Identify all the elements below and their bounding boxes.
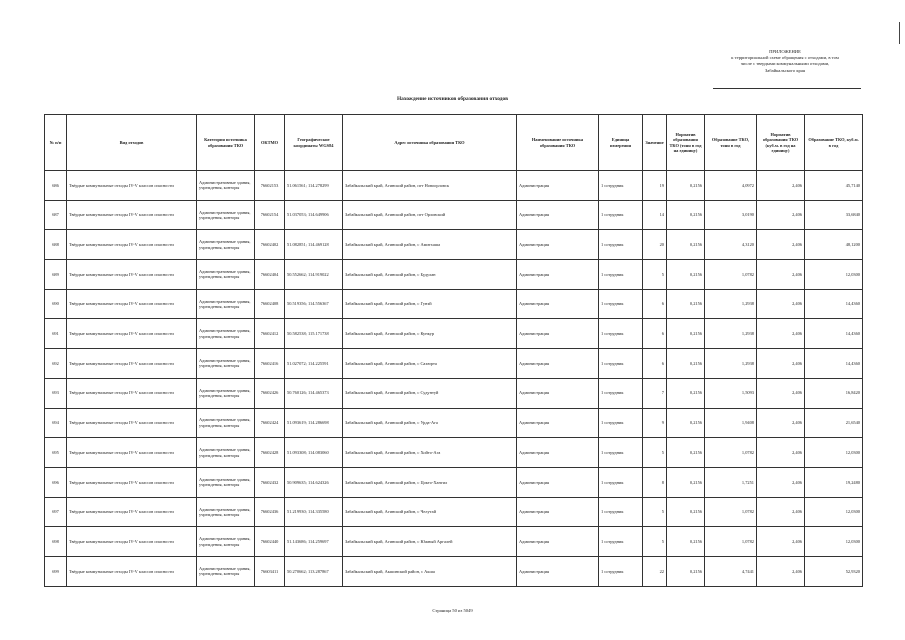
norm-cubic-cell: 2,406 <box>757 289 805 319</box>
coordinates-cell: 51.219930; 114.335580 <box>285 497 343 527</box>
norm-cubic-cell: 2,406 <box>757 467 805 497</box>
coordinates-cell: 51.093308; 114.083060 <box>285 438 343 468</box>
norm-tonnes-cell: 0,2156 <box>667 378 705 408</box>
category-cell: Административные здания, учреждения, конторы <box>197 497 255 527</box>
table-row <box>45 408 863 438</box>
appendix-block <box>690 49 880 74</box>
generation-tonnes-cell: 1,2938 <box>705 319 757 349</box>
norm-cubic-cell: 2,406 <box>757 319 805 349</box>
address-cell: Забайкальский край, Агинский район, с Кункур <box>343 319 517 349</box>
norm-cubic-cell: 2,406 <box>757 378 805 408</box>
category-cell: Административные здания, учреждения, конторы <box>197 408 255 438</box>
source-name-cell: Администрация <box>517 349 599 379</box>
coordinates-cell: 50.552662; 114.919022 <box>285 260 343 290</box>
category-cell: Административные здания, учреждения, конторы <box>197 467 255 497</box>
unit-cell: 1 сотрудник <box>599 556 643 586</box>
oktmo-cell: 76602424 <box>255 408 285 438</box>
value-cell: 7 <box>643 378 667 408</box>
table-row <box>45 556 863 586</box>
norm-cubic-cell: 2,406 <box>757 230 805 260</box>
norm-cubic-cell: 2,406 <box>757 527 805 557</box>
unit-cell: 1 сотрудник <box>599 378 643 408</box>
value-cell: 8 <box>643 467 667 497</box>
category-cell: Административные здания, учреждения, конторы <box>197 378 255 408</box>
waste-type-cell: Твёрдые коммунальные отходы IV-V классов опасности <box>67 438 197 468</box>
generation-cubic-cell: 14,4360 <box>805 289 863 319</box>
row-number: 695 <box>45 438 67 468</box>
col-header-value: Значение <box>643 115 667 171</box>
value-cell: 5 <box>643 260 667 290</box>
category-cell: Административные здания, учреждения, конторы <box>197 556 255 586</box>
source-name-cell: Администрация <box>517 200 599 230</box>
table-row <box>45 319 863 349</box>
row-number: 698 <box>45 527 67 557</box>
generation-tonnes-cell: 1,0782 <box>705 497 757 527</box>
row-number: 690 <box>45 289 67 319</box>
oktmo-cell: 76602428 <box>255 438 285 468</box>
row-number: 686 <box>45 171 67 201</box>
generation-tonnes-cell: 1,0782 <box>705 527 757 557</box>
category-cell: Административные здания, учреждения, конторы <box>197 289 255 319</box>
value-cell: 22 <box>643 556 667 586</box>
generation-cubic-cell: 14,4360 <box>805 349 863 379</box>
coordinates-cell: 50.909635; 114.624326 <box>285 467 343 497</box>
source-name-cell: Администрация <box>517 527 599 557</box>
unit-cell: 1 сотрудник <box>599 200 643 230</box>
address-cell: Забайкальский край, Агинский район, с Южный Аргалей <box>343 527 517 557</box>
source-name-cell: Администрация <box>517 230 599 260</box>
category-cell: Административные здания, учреждения, конторы <box>197 230 255 260</box>
source-name-cell: Администрация <box>517 408 599 438</box>
address-cell: Забайкальский край, Агинский район, с Урда-Ага <box>343 408 517 438</box>
oktmo-cell: 76603411 <box>255 556 285 586</box>
generation-tonnes-cell: 1,9408 <box>705 408 757 438</box>
coordinates-cell: 50.582538; 115.171738 <box>285 319 343 349</box>
page-edge-mark <box>899 22 900 44</box>
norm-tonnes-cell: 0,2156 <box>667 527 705 557</box>
generation-cubic-cell: 12,0300 <box>805 497 863 527</box>
norm-tonnes-cell: 0,2156 <box>667 230 705 260</box>
table-row <box>45 438 863 468</box>
waste-type-cell: Твёрдые коммунальные отходы IV-V классов опасности <box>67 378 197 408</box>
norm-tonnes-cell: 0,2156 <box>667 408 705 438</box>
row-number: 691 <box>45 319 67 349</box>
value-cell: 20 <box>643 230 667 260</box>
generation-cubic-cell: 19,2480 <box>805 467 863 497</box>
table-row <box>45 289 863 319</box>
source-name-cell: Администрация <box>517 260 599 290</box>
table-header <box>45 115 863 171</box>
col-header-unit: Единица измерения <box>599 115 643 171</box>
oktmo-cell: 76602412 <box>255 319 285 349</box>
generation-tonnes-cell: 1,2938 <box>705 349 757 379</box>
generation-tonnes-cell: 1,0782 <box>705 260 757 290</box>
waste-type-cell: Твёрдые коммунальные отходы IV-V классов опасности <box>67 200 197 230</box>
norm-cubic-cell: 2,406 <box>757 349 805 379</box>
norm-cubic-cell: 2,406 <box>757 497 805 527</box>
col-header-source-name: Наименование источника образования ТКО <box>517 115 599 171</box>
waste-type-cell: Твёрдые коммунальные отходы IV-V классов опасности <box>67 171 197 201</box>
value-cell: 5 <box>643 527 667 557</box>
oktmo-cell: 76602402 <box>255 230 285 260</box>
appendix-line-1: к территориальной схеме обращения с отходами, в том <box>731 55 839 61</box>
coordinates-cell: 51.093619; 114.286698 <box>285 408 343 438</box>
address-cell: Забайкальский край, Акшинский район, с Акша <box>343 556 517 586</box>
waste-type-cell: Твёрдые коммунальные отходы IV-V классов опасности <box>67 349 197 379</box>
table-body <box>45 171 863 587</box>
table-row <box>45 230 863 260</box>
table-row <box>45 349 863 379</box>
document-title: Нахождение источников образования отходов <box>396 96 509 102</box>
col-header-oktmo: ОКТМО <box>255 115 285 171</box>
address-cell: Забайкальский край, Агинский район, пгт Орловский <box>343 200 517 230</box>
generation-cubic-cell: 12,0300 <box>805 438 863 468</box>
row-number: 692 <box>45 349 67 379</box>
address-cell: Забайкальский край, Агинский район, пгт Новоорловск <box>343 171 517 201</box>
norm-cubic-cell: 2,406 <box>757 438 805 468</box>
norm-tonnes-cell: 0,2156 <box>667 171 705 201</box>
table-row <box>45 378 863 408</box>
oktmo-cell: 76602153 <box>255 171 285 201</box>
norm-tonnes-cell: 0,2156 <box>667 467 705 497</box>
waste-type-cell: Твёрдые коммунальные отходы IV-V классов опасности <box>67 289 197 319</box>
oktmo-cell: 76602154 <box>255 200 285 230</box>
appendix-line-2: числе с твердыми коммунальными отходами, <box>740 61 830 67</box>
row-number: 697 <box>45 497 67 527</box>
category-cell: Административные здания, учреждения, конторы <box>197 349 255 379</box>
col-header-generation-tonnes: Образование ТКО, тонн в год <box>705 115 757 171</box>
col-header-coordinates: Географические координаты WGS84 <box>285 115 343 171</box>
norm-tonnes-cell: 0,2156 <box>667 289 705 319</box>
value-cell: 6 <box>643 319 667 349</box>
oktmo-cell: 76602436 <box>255 497 285 527</box>
coordinates-cell: 50.760126; 114.465373 <box>285 378 343 408</box>
coordinates-cell: 51.082851; 114.469128 <box>285 230 343 260</box>
norm-tonnes-cell: 0,2156 <box>667 319 705 349</box>
norm-tonnes-cell: 0,2156 <box>667 200 705 230</box>
row-number: 694 <box>45 408 67 438</box>
generation-cubic-cell: 45,7140 <box>805 171 863 201</box>
waste-type-cell: Твёрдые коммунальные отходы IV-V классов опасности <box>67 527 197 557</box>
category-cell: Административные здания, учреждения, конторы <box>197 200 255 230</box>
coordinates-cell: 51.027072; 114.225591 <box>285 349 343 379</box>
row-number: 689 <box>45 260 67 290</box>
generation-cubic-cell: 12,0300 <box>805 260 863 290</box>
generation-tonnes-cell: 4,7441 <box>705 556 757 586</box>
table-row <box>45 171 863 201</box>
norm-tonnes-cell: 0,2156 <box>667 438 705 468</box>
col-header-norm-cubic: Норматив образования ТКО (куб.м. в год на единицу) <box>757 115 805 171</box>
page-footer: Страница 50 из 5049 <box>432 608 473 613</box>
unit-cell: 1 сотрудник <box>599 319 643 349</box>
generation-cubic-cell: 21,6540 <box>805 408 863 438</box>
row-number: 696 <box>45 467 67 497</box>
row-number: 688 <box>45 230 67 260</box>
table-row <box>45 260 863 290</box>
col-header-number: № п/п <box>45 115 67 171</box>
unit-cell: 1 сотрудник <box>599 349 643 379</box>
unit-cell: 1 сотрудник <box>599 289 643 319</box>
waste-type-cell: Твёрдые коммунальные отходы IV-V классов опасности <box>67 319 197 349</box>
unit-cell: 1 сотрудник <box>599 230 643 260</box>
col-header-generation-cubic: Образование ТКО, куб.м. в год <box>805 115 863 171</box>
appendix-line-3: Забайкальского края <box>764 67 806 73</box>
norm-cubic-cell: 2,406 <box>757 260 805 290</box>
table-row <box>45 200 863 230</box>
row-number: 699 <box>45 556 67 586</box>
oktmo-cell: 76602432 <box>255 467 285 497</box>
unit-cell: 1 сотрудник <box>599 438 643 468</box>
value-cell: 5 <box>643 497 667 527</box>
address-cell: Забайкальский край, Агинский район, с Цокто-Хангил <box>343 467 517 497</box>
norm-tonnes-cell: 0,2156 <box>667 497 705 527</box>
norm-tonnes-cell: 0,2156 <box>667 556 705 586</box>
unit-cell: 1 сотрудник <box>599 408 643 438</box>
generation-tonnes-cell: 1,2938 <box>705 289 757 319</box>
waste-type-cell: Твёрдые коммунальные отходы IV-V классов опасности <box>67 556 197 586</box>
appendix-underline <box>713 88 861 89</box>
generation-tonnes-cell: 1,5093 <box>705 378 757 408</box>
norm-tonnes-cell: 0,2156 <box>667 260 705 290</box>
oktmo-cell: 76602440 <box>255 527 285 557</box>
oktmo-cell: 76602408 <box>255 289 285 319</box>
value-cell: 14 <box>643 200 667 230</box>
unit-cell: 1 сотрудник <box>599 260 643 290</box>
category-cell: Административные здания, учреждения, конторы <box>197 260 255 290</box>
unit-cell: 1 сотрудник <box>599 527 643 557</box>
value-cell: 19 <box>643 171 667 201</box>
value-cell: 9 <box>643 408 667 438</box>
coordinates-cell: 51.037053; 114.649906 <box>285 200 343 230</box>
oktmo-cell: 76602404 <box>255 260 285 290</box>
waste-type-cell: Твёрдые коммунальные отходы IV-V классов опасности <box>67 260 197 290</box>
category-cell: Административные здания, учреждения, конторы <box>197 527 255 557</box>
generation-cubic-cell: 33,6840 <box>805 200 863 230</box>
sources-table <box>44 114 863 587</box>
col-header-norm-tonnes: Норматив образования ТКО (тонн в год на единицу) <box>667 115 705 171</box>
value-cell: 6 <box>643 349 667 379</box>
value-cell: 5 <box>643 438 667 468</box>
generation-cubic-cell: 12,0300 <box>805 527 863 557</box>
coordinates-cell: 51.061561; 114.278299 <box>285 171 343 201</box>
waste-type-cell: Твёрдые коммунальные отходы IV-V классов опасности <box>67 467 197 497</box>
address-cell: Забайкальский край, Агинский район, с Гунэй <box>343 289 517 319</box>
unit-cell: 1 сотрудник <box>599 497 643 527</box>
norm-cubic-cell: 2,406 <box>757 200 805 230</box>
coordinates-cell: 50.519356; 114.556367 <box>285 289 343 319</box>
row-number: 687 <box>45 200 67 230</box>
source-name-cell: Администрация <box>517 467 599 497</box>
source-name-cell: Администрация <box>517 438 599 468</box>
address-cell: Забайкальский край, Агинский район, с Сахюрта <box>343 349 517 379</box>
oktmo-cell: 76602416 <box>255 349 285 379</box>
waste-type-cell: Твёрдые коммунальные отходы IV-V классов опасности <box>67 230 197 260</box>
row-number: 693 <box>45 378 67 408</box>
coordinates-cell: 50.270662; 113.287867 <box>285 556 343 586</box>
source-name-cell: Администрация <box>517 171 599 201</box>
address-cell: Забайкальский край, Агинский район, с Челутай <box>343 497 517 527</box>
waste-type-cell: Твёрдые коммунальные отходы IV-V классов опасности <box>67 408 197 438</box>
norm-cubic-cell: 2,406 <box>757 408 805 438</box>
address-cell: Забайкальский край, Агинский район, с Судунтуй <box>343 378 517 408</box>
generation-cubic-cell: 52,9320 <box>805 556 863 586</box>
source-name-cell: Администрация <box>517 289 599 319</box>
unit-cell: 1 сотрудник <box>599 467 643 497</box>
generation-cubic-cell: 16,8420 <box>805 378 863 408</box>
coordinates-cell: 51.143686; 114.259697 <box>285 527 343 557</box>
source-name-cell: Администрация <box>517 556 599 586</box>
waste-type-cell: Твёрдые коммунальные отходы IV-V классов опасности <box>67 497 197 527</box>
value-cell: 6 <box>643 289 667 319</box>
source-name-cell: Администрация <box>517 378 599 408</box>
table-row <box>45 497 863 527</box>
unit-cell: 1 сотрудник <box>599 171 643 201</box>
generation-tonnes-cell: 4,0972 <box>705 171 757 201</box>
col-header-waste-type: Вид отходов <box>67 115 197 171</box>
generation-tonnes-cell: 1,7251 <box>705 467 757 497</box>
norm-tonnes-cell: 0,2156 <box>667 349 705 379</box>
generation-cubic-cell: 48,1200 <box>805 230 863 260</box>
address-cell: Забайкальский край, Агинский район, с Будулан <box>343 260 517 290</box>
norm-cubic-cell: 2,406 <box>757 171 805 201</box>
category-cell: Административные здания, учреждения, конторы <box>197 438 255 468</box>
address-cell: Забайкальский край, Агинский район, с Хойто-Ага <box>343 438 517 468</box>
generation-tonnes-cell: 3,0190 <box>705 200 757 230</box>
source-name-cell: Администрация <box>517 497 599 527</box>
appendix-title: ПРИЛОЖЕНИЕ <box>769 49 801 54</box>
generation-tonnes-cell: 4,3120 <box>705 230 757 260</box>
col-header-category: Категория источника образования ТКО <box>197 115 255 171</box>
oktmo-cell: 76602426 <box>255 378 285 408</box>
col-header-address: Адрес источника образования ТКО <box>343 115 517 171</box>
table-row <box>45 467 863 497</box>
norm-cubic-cell: 2,406 <box>757 556 805 586</box>
generation-tonnes-cell: 1,0782 <box>705 438 757 468</box>
source-name-cell: Администрация <box>517 319 599 349</box>
address-cell: Забайкальский край, Агинский район, с Амитхаша <box>343 230 517 260</box>
category-cell: Административные здания, учреждения, конторы <box>197 319 255 349</box>
table-row <box>45 527 863 557</box>
generation-cubic-cell: 14,4360 <box>805 319 863 349</box>
category-cell: Административные здания, учреждения, конторы <box>197 171 255 201</box>
